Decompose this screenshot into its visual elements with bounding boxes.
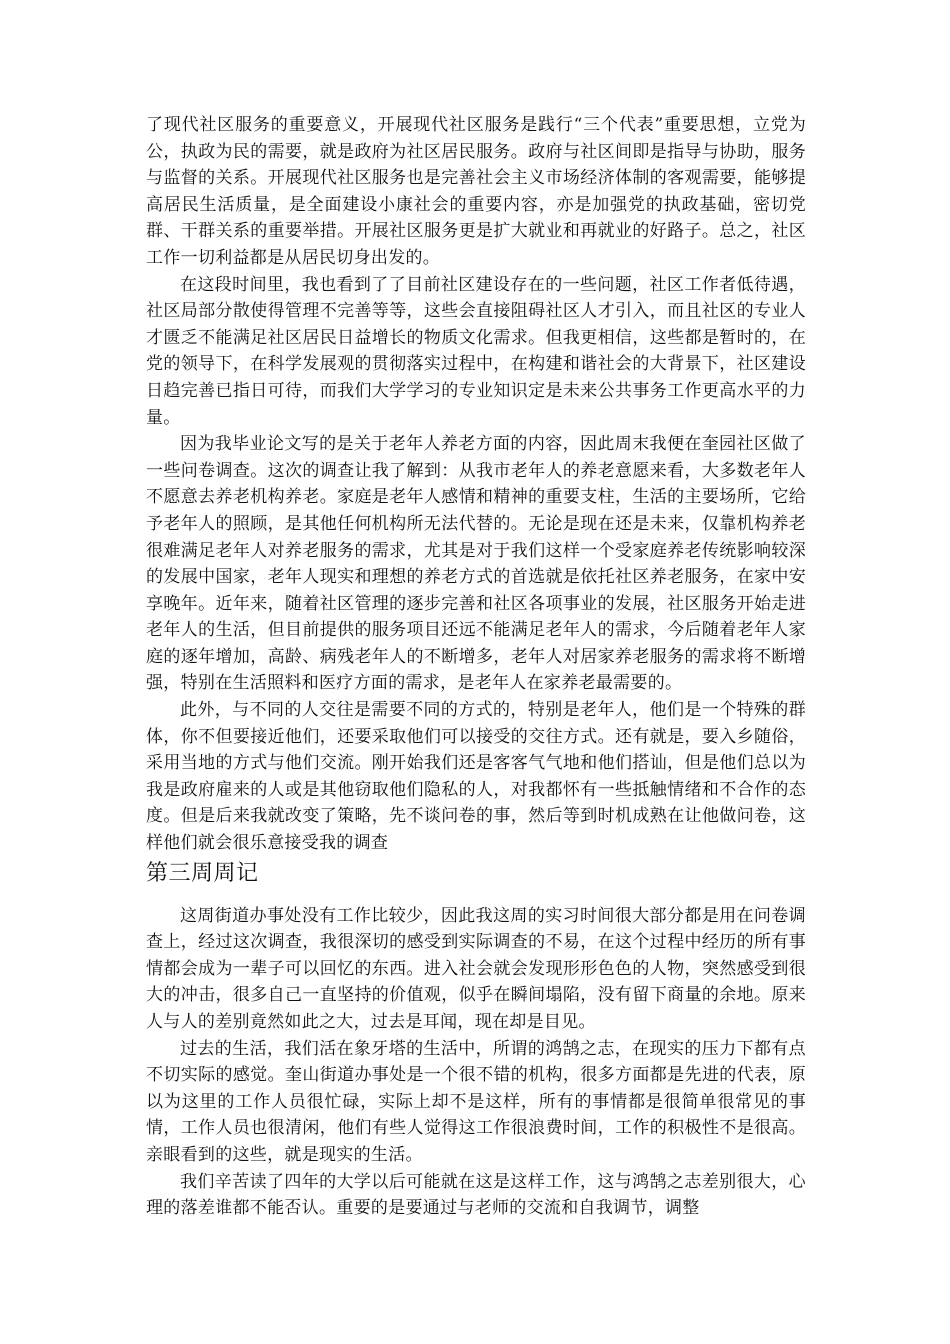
paragraph: 了现代社区服务的重要意义，开展现代社区服务是践行“三个代表”重要思想，立党为公，执政为民的需要，就是政府为社区居民服务。政府与社区间即是指导与协助，服务与监督的关系。开展现代社区服务也是完善社会主义市场经济体制的客观需要，能够提高居民生活质量，是全面建设小康社会的重要内容，亦是加强党的执政基础，密切党群、干群关系的重要举措。开展社区服务更是扩大就业和再就业的好路子。总之，社区工作一切利益都是从居民切身出发的。 bbox=[146, 115, 806, 268]
document-page bbox=[146, 112, 806, 1222]
paragraph: 此外，与不同的人交往是需要不同的方式的，特别是老年人，他们是一个特殊的群体，你不但要接近他们，还要采取他们可以接受的交往方式。还有就是，要入乡随俗，采用当地的方式与他们交流。刚开始我们还是客客气气地和他们搭讪，但是他们总以为我是政府雇来的人或是其他窃取他们隐私的人，对我都怀有一些抵触情绪和不合作的态度。但是后来我就改变了策略，先不谈问卷的事，然后等到时机成熟在让他做问卷，这样他们就会很乐意接受我的调查 bbox=[146, 700, 806, 854]
section-heading: 第三周周记 bbox=[146, 860, 259, 886]
paragraph: 因为我毕业论文写的是关于老年人养老方面的内容，因此周末我便在奎园社区做了一些问卷调查。这次的调查让我了解到：从我市老年人的养老意愿来看，大多数老年人不愿意去养老机构养老。家庭是老年人感情和精神的重要支柱，生活的主要场所，它给予老年人的照顾，是其他任何机构所无法代替的。无论是现在还是未来，仅靠机构养老很难满足老年人对养老服务的需求，尤其是对于我们这样一个受家庭养老传统影响较深的发展中国家，老年人现实和理想的养老方式的首选就是依托社区养老服务，在家中安享晚年。近年来，随着社区管理的逐步完善和社区各项事业的发展，社区服务开始走进老年人的生活，但目前提供的服务项目还远不能满足老年人的需求，今后随着老年人家庭的逐年增加，高龄、病残老年人的不断增多，老年人对居家养老服务的需求将不断增强，特别在生活照料和医疗方面的需求，是老年人在家养老最需要的。 bbox=[146, 434, 806, 694]
paragraph: 过去的生活，我们活在象牙塔的生活中，所谓的鸿鹄之志，在现实的压力下都有点不切实际的感觉。奎山街道办事处是一个很不错的机构，很多方面都是先进的代表，原以为这里的工作人员很忙碌，实际上却不是这样，所有的事情都是很简单很常见的事情，工作人员也很清闲，他们有些人觉得这工作很浪费时间，工作的积极性不是很高。亲眼看到的这些，就是现实的生活。 bbox=[146, 1038, 806, 1165]
paragraph: 这周街道办事处没有工作比较少，因此我这周的实习时间很大部分都是用在问卷调查上，经过这次调查，我很深切的感受到实际调查的不易，在这个过程中经历的所有事情都会成为一辈子可以回忆的东西。进入社会就会发现形形色色的人物，突然感受到很大的冲击，很多自己一直坚持的价值观，似乎在瞬间塌陷，没有留下商量的余地。原来人与人的差别竟然如此之大，过去是耳闻，现在却是目见。 bbox=[146, 905, 806, 1032]
paragraph: 我们辛苦读了四年的大学以后可能就在这是这样工作，这与鸿鹄之志差别很大，心理的落差谁都不能否认。重要的是要通过与老师的交流和自我调节，调整 bbox=[146, 1171, 806, 1219]
paragraph: 在这段时间里，我也看到了了目前社区建设存在的一些问题，社区工作者低待遇，社区局部分散使得管理不完善等等，这些会直接阻碍社区人才引入，而且社区的专业人才匮乏不能满足社区居民日益增长的物质文化需求。但我更相信，这些都是暂时的，在党的领导下，在科学发展观的贯彻落实过程中，在构建和谐社会的大背景下，社区建设日趋完善已指日可待，而我们大学学习的专业知识定是未来公共事务工作更高水平的力量。 bbox=[146, 274, 806, 428]
